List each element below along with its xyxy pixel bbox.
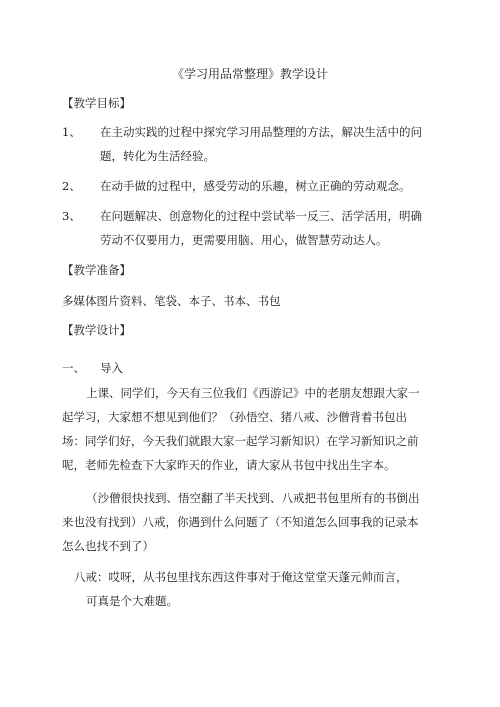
goal-2-number: 2、 [62, 179, 81, 193]
paragraph-1-line-1: 上课、同学们，今天有三位我们《西游记》中的老朋友想跟大家一 [86, 386, 420, 400]
prep-text: 多媒体图片资料、笔袋、本子、书本、书包 [62, 294, 281, 308]
goal-3-line-2: 劳动不仅要用力，更需要用脑、用心，做智慧劳动达人。 [100, 233, 388, 247]
paragraph-3-line-2: 可真是个大难题。 [86, 594, 178, 608]
goals-heading: 【教学目标】 [62, 96, 131, 110]
goal-3-number: 3、 [62, 209, 81, 223]
goal-1-number: 1、 [62, 125, 81, 139]
goal-1-line-1: 在主动实践的过程中探究学习用品整理的方法，解决生活中的问 [100, 125, 422, 139]
paragraph-1-line-2: 起学习，大家想不想见到他们？（孙悟空、猪八戒、沙僧背着书包出 [62, 410, 407, 424]
goal-1-line-2: 题，转化为生活经验。 [100, 149, 215, 163]
paragraph-2-line-2: 来也没有找到）八戒，你遇到什么问题了（不知道怎么回事我的记录本 [62, 515, 419, 529]
paragraph-2-line-1: （沙僧很快找到、悟空翻了半天找到、八戒把书包里所有的书倒出 [86, 491, 420, 505]
paragraph-1-line-4: 呢，老师先检查下大家昨天的作业，请大家从书包中找出生字本。 [62, 458, 396, 472]
paragraph-1-line-3: 场：同学们好，今天我们就跟大家一起学习新知识）在学习新知识之前 [62, 434, 419, 448]
document-title: 《学习用品常整理》教学设计 [171, 67, 328, 81]
paragraph-3-line-1: 八戒：哎呀，从书包里找东西这件事对于俺这堂堂天蓬元帅而言， [74, 570, 408, 584]
prep-heading: 【教学准备】 [62, 263, 131, 277]
paragraph-2-line-3: 怎么也找不到了） [62, 539, 154, 553]
goal-3-line-1: 在问题解决、创意物化的过程中尝试举一反三、活学活用，明确 [100, 209, 422, 223]
design-heading: 【教学设计】 [62, 323, 131, 337]
step-1-title: 导入 [100, 361, 123, 375]
goal-2-line-1: 在动手做的过程中，感受劳动的乐趣，树立正确的劳动观念。 [100, 179, 411, 193]
step-1-number: 一、 [62, 361, 85, 375]
